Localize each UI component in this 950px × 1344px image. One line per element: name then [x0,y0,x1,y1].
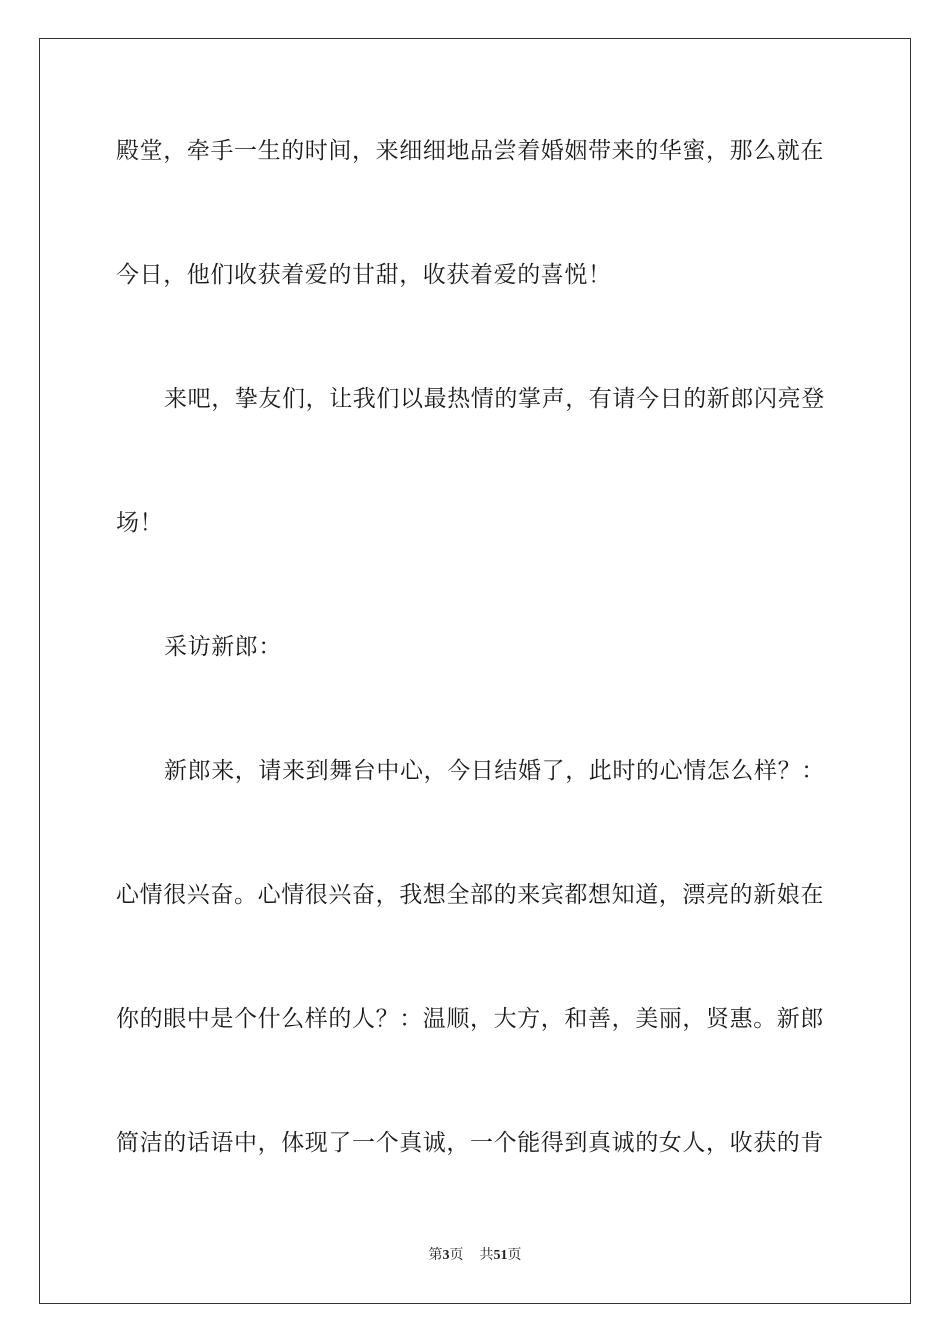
current-page-number: 3 [442,1248,450,1263]
body-text-line-2: 今日，他们收获着爱的甘甜，收获着爱的喜悦！ [116,262,612,288]
body-text-line-6: 新郎来，请来到舞台中心，今日结婚了，此时的心情怎么样？： [164,758,825,784]
page-prefix: 第 [428,1248,443,1263]
body-text-line-4: 场！ [116,510,164,536]
total-suffix: 页 [507,1248,522,1263]
total-prefix: 共 [479,1248,494,1263]
body-text-line-7: 心情很兴奋。心情很兴奋，我想全部的来宾都想知道，漂亮的新娘在 [116,882,824,908]
body-text-line-9: 简洁的话语中，体现了一个真诚，一个能得到真诚的女人，收获的肯 [116,1130,824,1156]
page-footer [0,1247,950,1265]
page-suffix: 页 [449,1248,464,1263]
body-text-line-1: 殿堂，牵手一生的时间，来细细地品尝着婚姻带来的华蜜，那么就在 [116,138,824,164]
page-border [39,38,911,1304]
total-page-count: 51 [493,1248,508,1263]
body-text-line-8: 你的眼中是个什么样的人？：温顺，大方，和善，美丽，贤惠。新郎 [116,1006,824,1032]
body-text-line-5: 采访新郎： [164,634,282,660]
body-text-line-3: 来吧，挚友们，让我们以最热情的掌声，有请今日的新郎闪亮登 [164,386,825,412]
